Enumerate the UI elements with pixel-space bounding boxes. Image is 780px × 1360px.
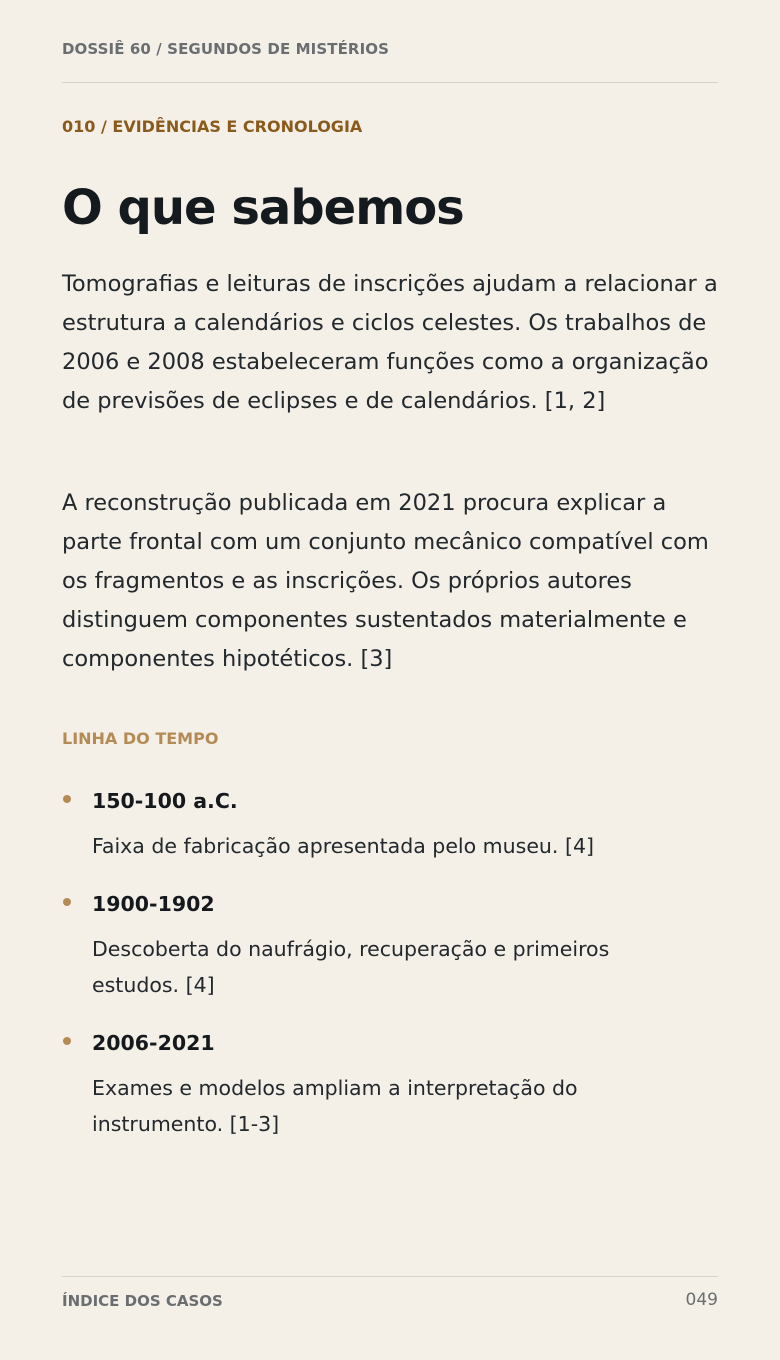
bullet-dot-icon (63, 898, 71, 906)
timeline-description: Exames e modelos ampliam a interpretação do instrumento. [1-3] (92, 1076, 578, 1136)
bullet-dot-icon (63, 1037, 71, 1045)
timeline-date: 2006-2021 (92, 1031, 215, 1055)
footer-index-link[interactable]: ÍNDICE DOS CASOS (62, 1292, 223, 1310)
document-page (62, 0, 718, 1360)
timeline-description: Faixa de fabricação apresentada pelo museu. [4] (92, 834, 594, 858)
body-paragraph-2: A reconstrução publicada em 2021 procura explicar a parte frontal com um conjunto mecânico compatível com os fragmentos e as inscrições. Os próprios autores distinguem componentes sustentados materialmente e componentes hipotéticos. [3] (62, 490, 709, 672)
page-number: 049 (685, 1290, 718, 1310)
page-title: O que sabemos (62, 180, 464, 236)
page-footer (62, 1276, 718, 1317)
body-paragraph-1: Tomografias e leituras de inscrições ajudam a relacionar a estrutura a calendários e ciclos celestes. Os trabalhos de 2006 e 2008 estabeleceram funções como a organização de previsões de eclipses e de calendários. [1, 2] (62, 271, 718, 414)
bullet-dot-icon (63, 795, 71, 803)
running-header: DOSSIÊ 60 / SEGUNDOS DE MISTÉRIOS (62, 40, 390, 58)
timeline-heading: LINHA DO TEMPO (62, 729, 219, 748)
timeline-date: 1900-1902 (92, 892, 215, 916)
timeline-description: Descoberta do naufrágio, recuperação e primeiros estudos. [4] (92, 937, 610, 997)
timeline-date: 150-100 a.C. (92, 789, 238, 813)
section-label: 010 / EVIDÊNCIAS E CRONOLOGIA (62, 117, 363, 136)
page-header (62, 40, 718, 83)
